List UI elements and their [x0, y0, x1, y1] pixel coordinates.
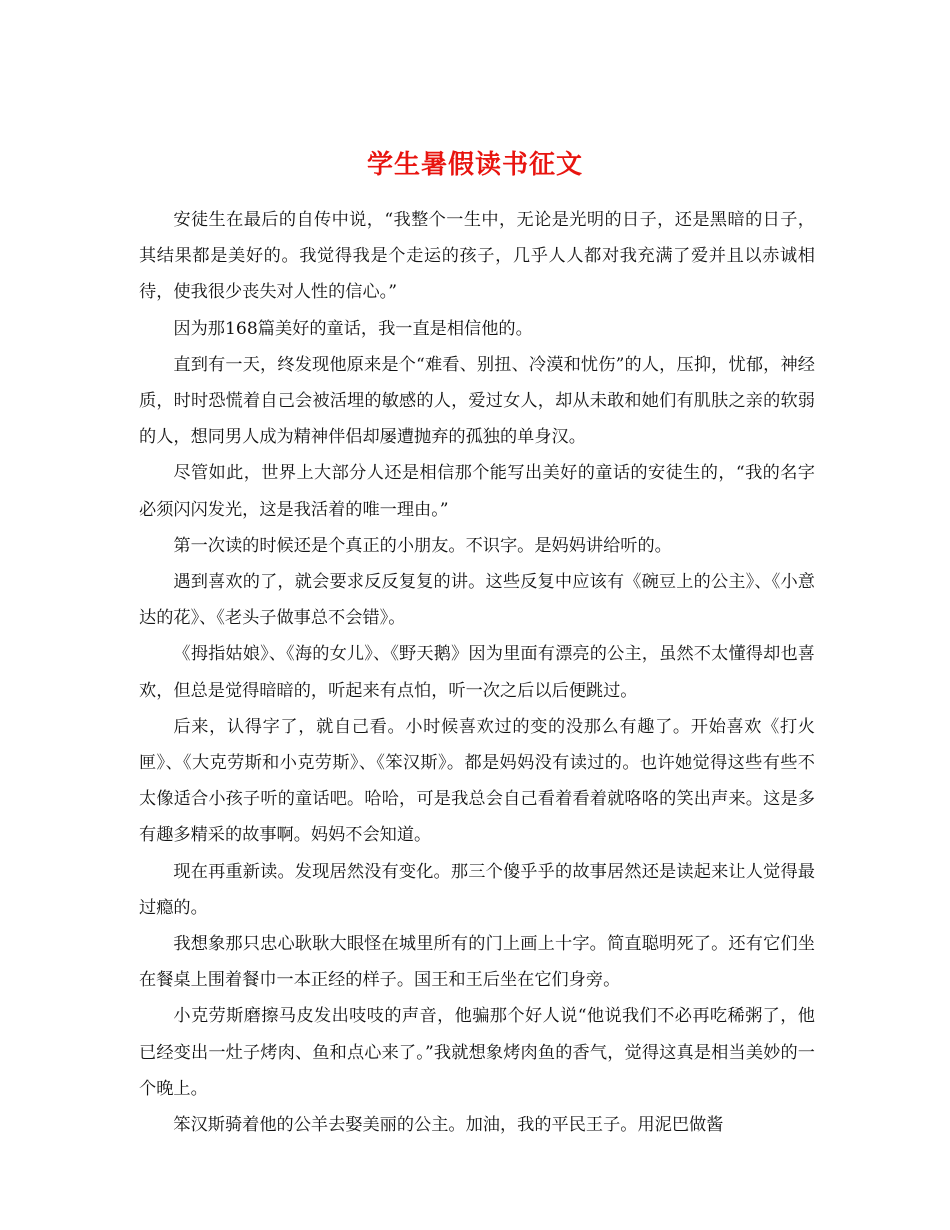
document-title: 学生暑假读书征文 [366, 150, 583, 181]
paragraph: 因为那168篇美好的童话，我一直是相信他的。 [173, 318, 533, 339]
paragraph: 《拇指姑娘》、《海的女儿》、《野天鹅》因为里面有漂亮的公主，虽然不太懂得却也喜欢，但总是觉得暗暗的，听起来有点怕，听一次之后以后便跳过。 [139, 644, 815, 701]
paragraph: 我想象那只忠心耿耿大眼怪在城里所有的门上画上十字。简直聪明死了。还有它们坐在餐桌上围着餐巾一本正经的样子。国王和王后坐在它们身旁。 [139, 934, 815, 991]
paragraph: 后来，认得字了，就自己看。小时候喜欢过的变的没那么有趣了。开始喜欢《打火匣》、《大克劳斯和小克劳斯》、《笨汉斯》。都是妈妈没有读过的。也许她觉得这些有些不太像适合小孩子听的童话吧。哈哈，可是我总会自己看着看着就咯咯的笑出声来。这是多有趣多精采的故事啊。妈妈不会知道。 [139, 716, 815, 846]
paragraph: 安徒生在最后的自传中说，“我整个一生中，无论是光明的日子，还是黑暗的日子，其结果都是美好的。我觉得我是个走运的孩子，几乎人人都对我充满了爱并且以赤诚相待，使我很少丧失对人性的信心。” [139, 210, 815, 303]
paragraph: 第一次读的时候还是个真正的小朋友。不识字。是妈妈讲给听的。 [173, 535, 672, 556]
document-body [139, 202, 815, 1143]
paragraph: 尽管如此，世界上大部分人还是相信那个能写出美好的童话的安徒生的，“我的名字必须闪闪发光，这是我活着的唯一理由。” [139, 463, 815, 520]
paragraph: 直到有一天，终发现他原来是个“难看、别扭、冷漠和忧伤”的人，压抑，忧郁，神经质，时时恐慌着自己会被活埋的敏感的人，爱过女人，却从未敢和她们有肌肤之亲的软弱的人，想同男人成为精神伴侣却屡遭抛弃的孤独的单身汉。 [139, 354, 815, 448]
paragraph: 小克劳斯磨擦马皮发出吱吱的声音，他骗那个好人说“他说我们不必再吃稀粥了，他已经变出一灶子烤肉、鱼和点心来了。”我就想象烤肉鱼的香气，觉得这真是相当美妙的一个晚上。 [139, 1006, 815, 1099]
paragraph: 现在再重新读。发现居然没有变化。那三个傻乎乎的故事居然还是读起来让人觉得最过瘾的。 [139, 861, 815, 918]
paragraph: 笨汉斯骑着他的公羊去娶美丽的公主。加油，我的平民王子。用泥巴做酱 [173, 1115, 724, 1136]
paragraph: 遇到喜欢的了，就会要求反反复复的讲。这些反复中应该有《碗豆上的公主》、《小意达的花》、《老头子做事总不会错》。 [139, 572, 815, 629]
